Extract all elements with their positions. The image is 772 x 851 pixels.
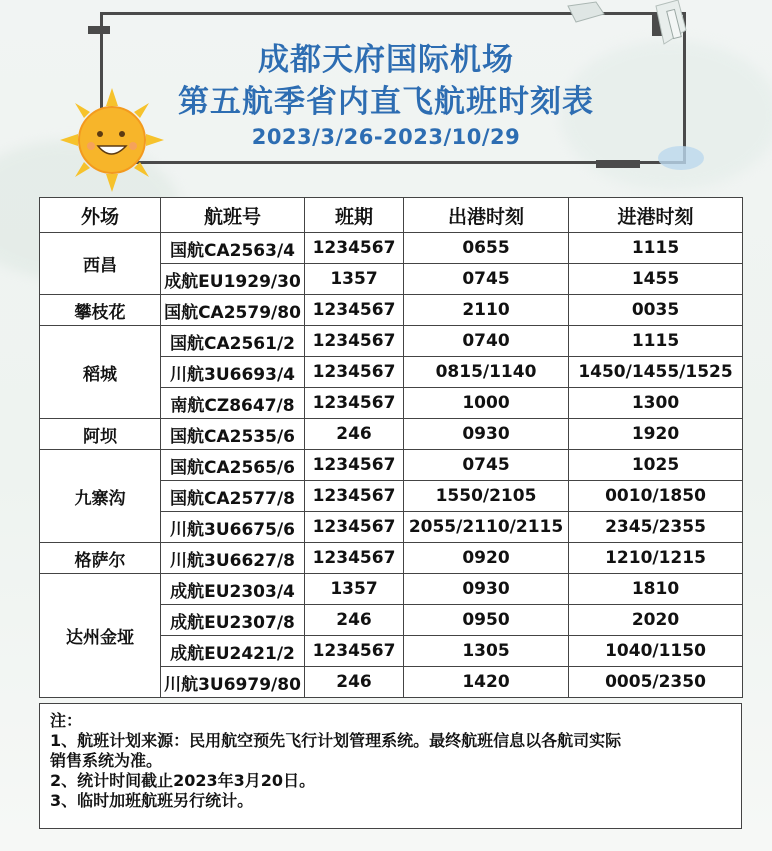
flight-number-cell: 国航CA2577/8: [161, 481, 305, 512]
flight-number-cell: 成航EU2421/2: [161, 636, 305, 667]
schedule-days-cell: 246: [305, 667, 404, 698]
table-row: [40, 419, 743, 450]
frame-tab: [596, 160, 640, 168]
note-line: 2、统计时间截止2023年3月20日。: [50, 771, 316, 790]
arrival-time-cell: 2345/2355: [569, 512, 743, 543]
destination-cell: 西昌: [40, 233, 161, 295]
departure-time-cell: 0745: [404, 450, 569, 481]
destination-cell: 稻城: [40, 326, 161, 419]
departure-time-cell: 1000: [404, 388, 569, 419]
schedule-days-cell: 1234567: [305, 450, 404, 481]
note-line: 1、航班计划来源：民用航空预先飞行计划管理系统。最终航班信息以各航司实际: [50, 731, 622, 750]
departure-time-cell: 1420: [404, 667, 569, 698]
arrival-time-cell: 1210/1215: [569, 543, 743, 574]
flight-number-cell: 南航CZ8647/8: [161, 388, 305, 419]
arrival-time-cell: 1810: [569, 574, 743, 605]
arrival-time-cell: 1920: [569, 419, 743, 450]
flight-number-cell: 国航CA2565/6: [161, 450, 305, 481]
flight-number-cell: 国航CA2579/80: [161, 295, 305, 326]
table-row: [40, 543, 743, 574]
flight-number-cell: 川航3U6693/4: [161, 357, 305, 388]
cloud-badge: [658, 146, 704, 170]
flight-number-cell: 川航3U6979/80: [161, 667, 305, 698]
arrival-time-cell: 1040/1150: [569, 636, 743, 667]
destination-cell: 格萨尔: [40, 543, 161, 574]
departure-time-cell: 0815/1140: [404, 357, 569, 388]
schedule-days-cell: 1234567: [305, 481, 404, 512]
departure-time-cell: 0745: [404, 264, 569, 295]
column-header: 航班号: [161, 198, 305, 233]
page-title: 成都天府国际机场: [258, 42, 514, 78]
table-row: [40, 295, 743, 326]
date-range: 2023/3/26-2023/10/29: [251, 125, 521, 149]
arrival-time-cell: 1025: [569, 450, 743, 481]
departure-time-cell: 1550/2105: [404, 481, 569, 512]
schedule-days-cell: 1234567: [305, 543, 404, 574]
flight-number-cell: 国航CA2535/6: [161, 419, 305, 450]
departure-time-cell: 2110: [404, 295, 569, 326]
flight-number-cell: 国航CA2563/4: [161, 233, 305, 264]
table-row: [40, 574, 743, 605]
departure-time-cell: 0655: [404, 233, 569, 264]
note-line: 3、临时加班航班另行统计。: [50, 791, 254, 810]
schedule-days-cell: 1234567: [305, 388, 404, 419]
schedule-days-cell: 246: [305, 605, 404, 636]
schedule-days-cell: 1357: [305, 574, 404, 605]
destination-cell: 攀枝花: [40, 295, 161, 326]
arrival-time-cell: 0035: [569, 295, 743, 326]
flight-number-cell: 成航EU2307/8: [161, 605, 305, 636]
arrival-time-cell: 1450/1455/1525: [569, 357, 743, 388]
sun-icon: [60, 88, 164, 192]
destination-cell: 阿坝: [40, 419, 161, 450]
schedule-days-cell: 1234567: [305, 636, 404, 667]
schedule-days-cell: 1234567: [305, 357, 404, 388]
table-row: [40, 450, 743, 481]
arrival-time-cell: 1115: [569, 326, 743, 357]
departure-time-cell: 0930: [404, 419, 569, 450]
table-header-row: [40, 198, 743, 233]
departure-time-cell: 0740: [404, 326, 569, 357]
destination-cell: 九寨沟: [40, 450, 161, 543]
schedule-days-cell: 1357: [305, 264, 404, 295]
departure-time-cell: 0920: [404, 543, 569, 574]
destination-cell: 达州金垭: [40, 574, 161, 698]
arrival-time-cell: 2020: [569, 605, 743, 636]
flight-number-cell: 成航EU2303/4: [161, 574, 305, 605]
arrival-time-cell: 1115: [569, 233, 743, 264]
arrival-time-cell: 1455: [569, 264, 743, 295]
notes-box: [39, 703, 742, 829]
flight-number-cell: 川航3U6627/8: [161, 543, 305, 574]
departure-time-cell: 0930: [404, 574, 569, 605]
schedule-days-cell: 1234567: [305, 326, 404, 357]
departure-time-cell: 0950: [404, 605, 569, 636]
flight-number-cell: 川航3U6675/6: [161, 512, 305, 543]
arrival-time-cell: 0010/1850: [569, 481, 743, 512]
note-line: 销售系统为准。: [50, 751, 163, 770]
table-row: [40, 233, 743, 264]
flight-schedule-table: [39, 197, 743, 698]
schedule-days-cell: 1234567: [305, 295, 404, 326]
column-header: 班期: [305, 198, 404, 233]
table-row: [40, 326, 743, 357]
column-header: 出港时刻: [404, 198, 569, 233]
frame-tab: [88, 26, 110, 34]
departure-time-cell: 2055/2110/2115: [404, 512, 569, 543]
table-body: [40, 233, 743, 698]
departure-time-cell: 1305: [404, 636, 569, 667]
page-subtitle: 第五航季省内直飞航班时刻表: [178, 84, 594, 120]
arrival-time-cell: 0005/2350: [569, 667, 743, 698]
column-header: 外场: [40, 198, 161, 233]
flight-number-cell: 成航EU1929/30: [161, 264, 305, 295]
arrival-time-cell: 1300: [569, 388, 743, 419]
schedule-days-cell: 246: [305, 419, 404, 450]
schedule-days-cell: 1234567: [305, 512, 404, 543]
notes-heading: 注：: [50, 711, 83, 730]
flight-number-cell: 国航CA2561/2: [161, 326, 305, 357]
column-header: 进港时刻: [569, 198, 743, 233]
schedule-days-cell: 1234567: [305, 233, 404, 264]
